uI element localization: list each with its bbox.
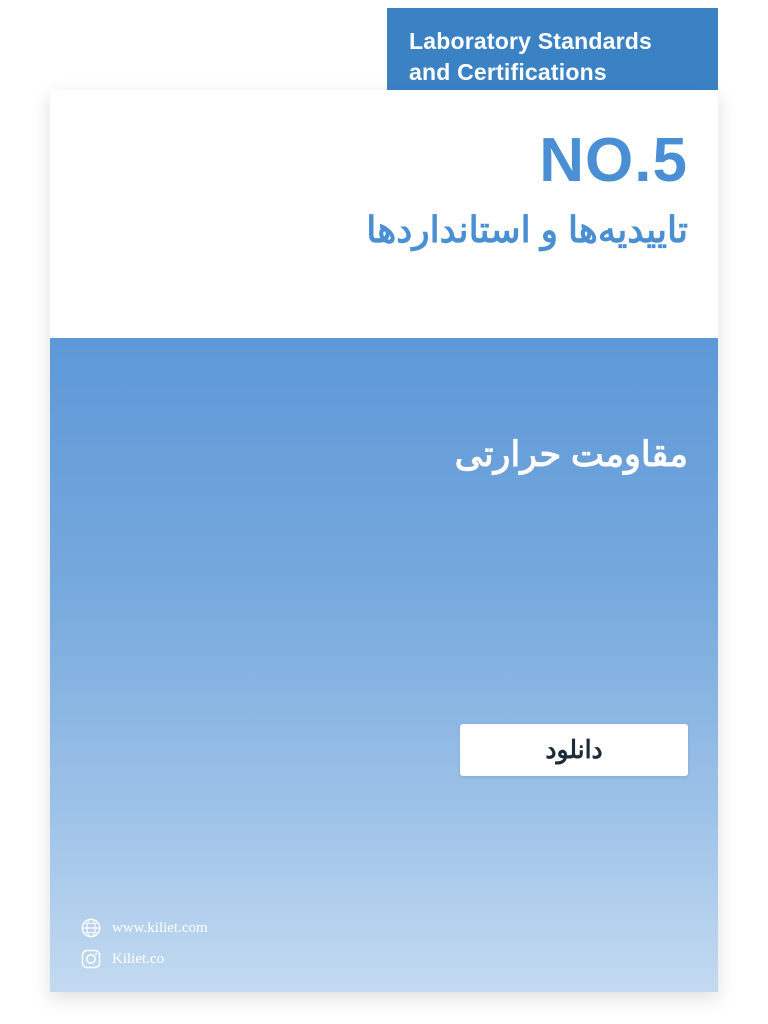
globe-icon (80, 917, 102, 939)
card-header (50, 90, 718, 338)
footer-website-row[interactable] (80, 917, 208, 939)
subject-heading: مقاومت حرارتی (454, 435, 688, 474)
footer-contact (80, 917, 208, 970)
instagram-icon (80, 948, 102, 970)
ribbon-line-2: and Certifications (409, 59, 607, 85)
footer-instagram-row[interactable] (80, 948, 208, 970)
page-title: تاییدیه‌ها و استانداردها (366, 209, 688, 250)
issue-number: NO.5 (539, 126, 688, 195)
instagram-label: Kiliet.co (112, 951, 165, 967)
header-ribbon (387, 8, 718, 98)
website-label: www.kiliet.com (112, 920, 208, 936)
ribbon-line-1: Laboratory Standards (409, 28, 652, 54)
download-button[interactable]: دانلود (460, 724, 688, 776)
document-card (50, 90, 718, 992)
